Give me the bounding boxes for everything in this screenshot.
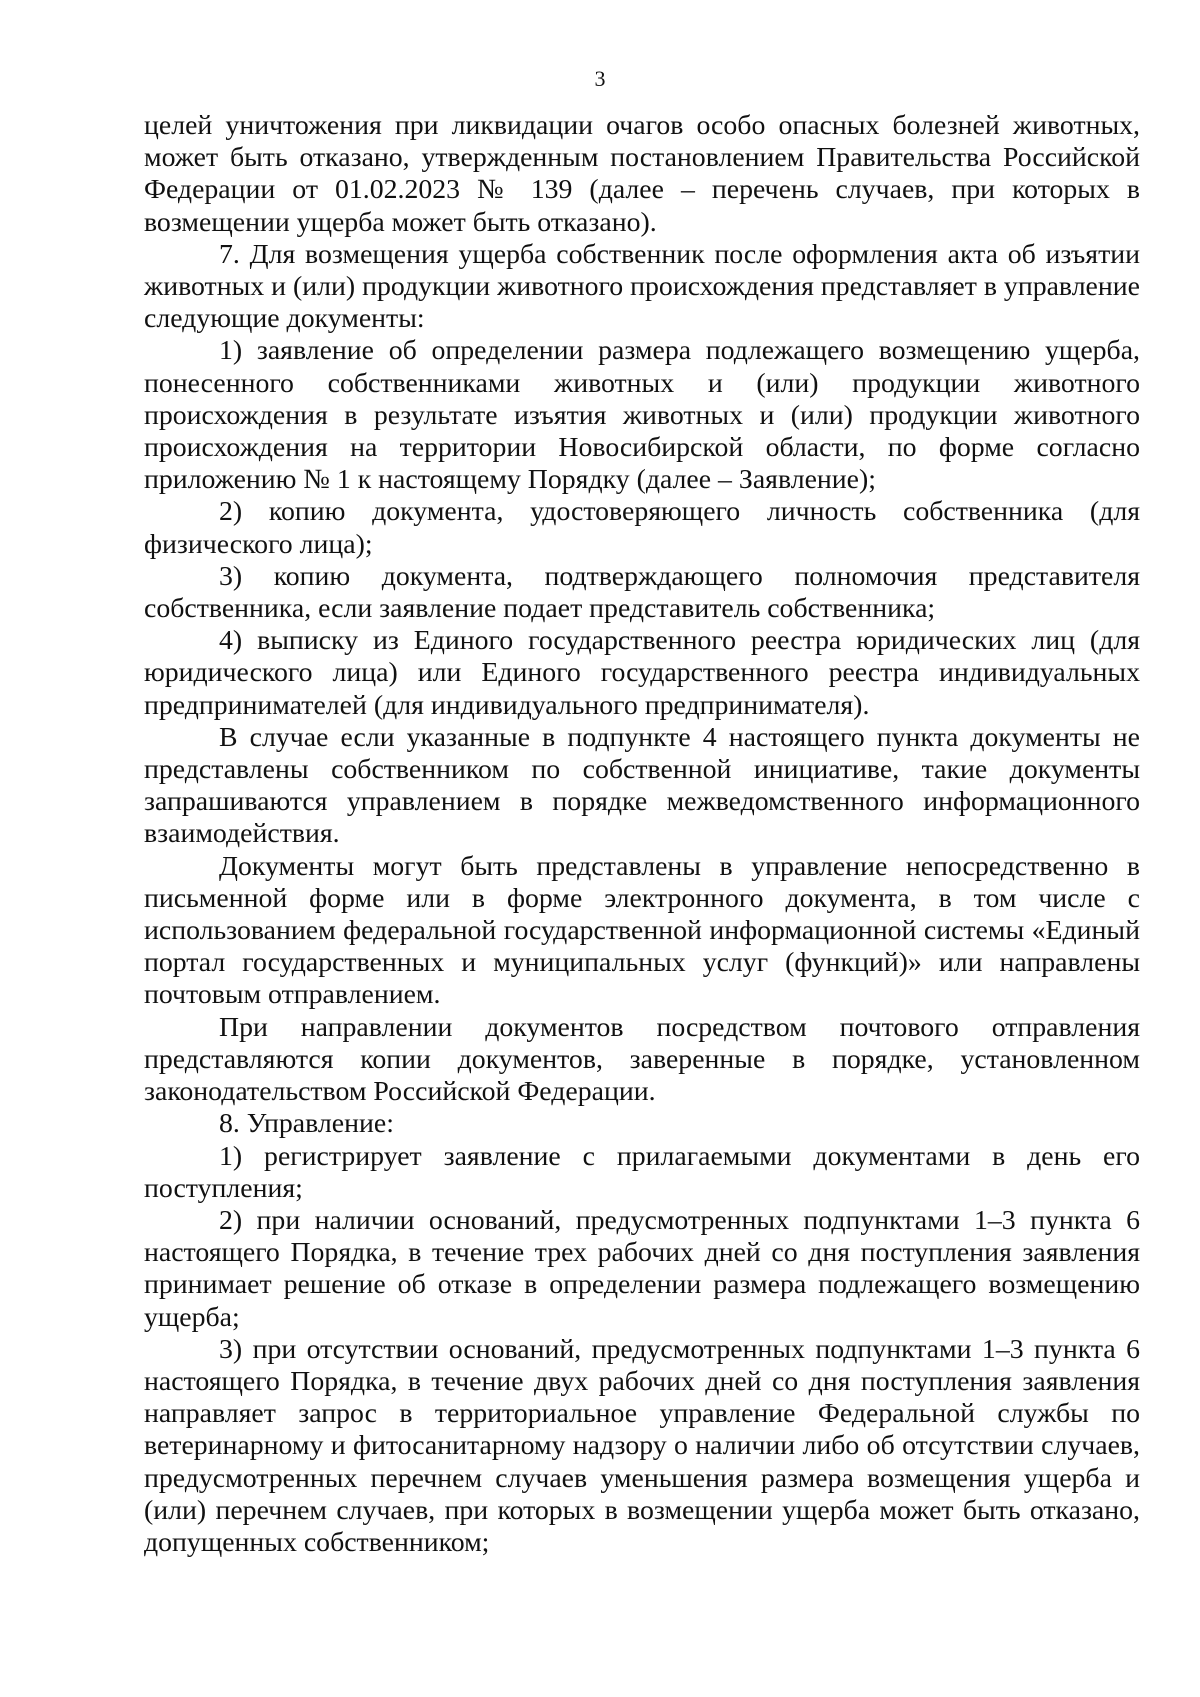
- paragraph: В случае если указанные в подпункте 4 настоящего пункта документы не представлены собственником по собственной инициативе, такие документы запрашиваются управлением в порядке межведомственного информационного взаимодействия.: [144, 721, 1140, 850]
- paragraph: 3) при отсутствии оснований, предусмотренных подпунктами 1–3 пункта 6 настоящего Порядка, в течение двух рабочих дней со дня поступления заявления направляет запрос в территориальное управление Федеральной службы по ветеринарному и фитосанитарному надзору о наличии либо об отсутствии случаев, предусмотренных перечнем случаев уменьшения размера возмещения ущерба и (или) перечнем случаев, при которых в возмещении ущерба может быть отказано, допущенных собственником;: [144, 1333, 1140, 1558]
- paragraph: 3) копию документа, подтверждающего полномочия представителя собственника, если заявление подает представитель собственника;: [144, 560, 1140, 625]
- paragraph: При направлении документов посредством почтового отправления представляются копии документов, заверенные в порядке, установленном законодательством Российской Федерации.: [144, 1011, 1140, 1108]
- paragraph: Документы могут быть представлены в управление непосредственно в письменной форме или в форме электронного документа, в том числе с использованием федеральной государственной информационной системы «Единый портал государственных и муниципальных услуг (функций)» или направлены почтовым отправлением.: [144, 850, 1140, 1011]
- paragraph: целей уничтожения при ликвидации очагов особо опасных болезней животных, может быть отказано, утвержденным постановлением Правительства Российской Федерации от 01.02.2023 № 139 (далее – перечень случаев, при которых в возмещении ущерба может быть отказано).: [144, 110, 1140, 238]
- paragraph: 1) регистрирует заявление с прилагаемыми документами в день его поступления;: [144, 1140, 1140, 1204]
- page-number: 3: [594, 66, 606, 91]
- paragraph: 2) при наличии оснований, предусмотренных подпунктами 1–3 пункта 6 настоящего Порядка, в течение трех рабочих дней со дня поступления заявления принимает решение об отказе в определении размера подлежащего возмещению ущерба;: [144, 1204, 1140, 1333]
- paragraph: 1) заявление об определении размера подлежащего возмещению ущерба, понесенного собственниками животных и (или) продукции животного происхождения в результате изъятия животных и (или) продукции животного происхождения на территории Новосибирской области, по форме согласно приложению № 1 к настоящему Порядку (далее – Заявление);: [144, 335, 1140, 496]
- document-body: [144, 110, 1140, 1559]
- paragraph: 7. Для возмещения ущерба собственник после оформления акта об изъятии животных и (или) продукции животного происхождения представляет в управление следующие документы:: [144, 238, 1140, 335]
- paragraph: 4) выписку из Единого государственного реестра юридических лиц (для юридического лица) или Единого государственного реестра индивидуальных предпринимателей (для индивидуального предпринимателя).: [144, 625, 1140, 721]
- paragraph: 8. Управление:: [219, 1108, 394, 1140]
- paragraph: 2) копию документа, удостоверяющего личность собственника (для физического лица);: [144, 496, 1140, 560]
